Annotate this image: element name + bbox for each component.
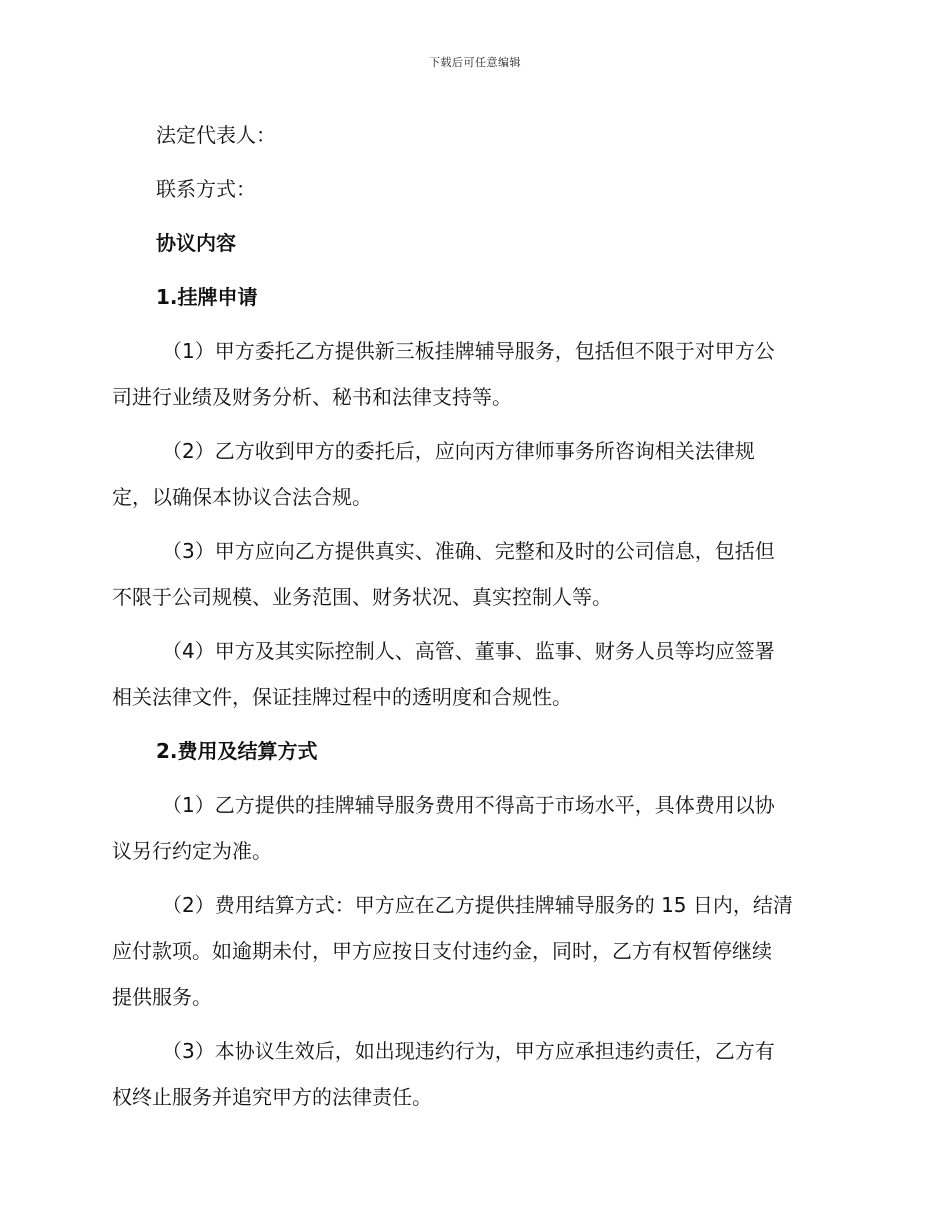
paragraph-1-1	[112, 328, 830, 420]
paragraph-line: （2）乙方收到甲方的委托后，应向丙方律师事务所咨询相关法律规	[162, 439, 755, 463]
paragraph-line: 权终止服务并追究甲方的法律责任。	[112, 1085, 432, 1109]
paragraph-line: （1）乙方提供的挂牌辅导服务费用不得高于市场水平，具体费用以协	[162, 793, 775, 817]
paragraph-line: （3）本协议生效后，如出现违约行为，甲方应承担违约责任，乙方有	[162, 1039, 775, 1063]
paragraph-1-3	[112, 528, 830, 620]
paragraph-line: 提供服务。	[112, 985, 212, 1009]
document-body	[112, 112, 830, 1128]
paragraph-2-2	[112, 882, 830, 1020]
paragraph-line: 应付款项。如逾期未付，甲方应按日支付违约金，同时，乙方有权暂停继续	[112, 939, 772, 963]
paragraph-line: （4）甲方及其实际控制人、高管、董事、监事、财务人员等均应签署	[162, 639, 775, 663]
section-heading-1: 1.挂牌申请	[156, 285, 258, 309]
paragraph-line: 定，以确保本协议合法合规。	[112, 485, 372, 509]
paragraph-line: （3）甲方应向乙方提供真实、准确、完整和及时的公司信息，包括但	[162, 539, 775, 563]
paragraph-1-4	[112, 628, 830, 720]
paragraph-1-2	[112, 428, 830, 520]
paragraph-line: 司进行业绩及财务分析、秘书和法律支持等。	[112, 385, 512, 409]
contact-field: 联系方式：	[156, 177, 256, 201]
section-heading-2: 2.费用及结算方式	[156, 739, 318, 763]
legal-rep-field: 法定代表人：	[156, 123, 276, 147]
paragraph-line: 不限于公司规模、业务范围、财务状况、真实控制人等。	[112, 585, 612, 609]
header-note: 下载后可任意编辑	[429, 56, 521, 69]
section-title: 协议内容	[156, 231, 236, 255]
paragraph-2-3	[112, 1028, 830, 1120]
paragraph-line: （2）费用结算方式：甲方应在乙方提供挂牌辅导服务的 15 日内，结清	[162, 893, 793, 917]
paragraph-line: 相关法律文件，保证挂牌过程中的透明度和合规性。	[112, 685, 572, 709]
paragraph-line: （1）甲方委托乙方提供新三板挂牌辅导服务，包括但不限于对甲方公	[162, 339, 775, 363]
paragraph-line: 议另行约定为准。	[112, 839, 272, 863]
paragraph-2-1	[112, 782, 830, 874]
